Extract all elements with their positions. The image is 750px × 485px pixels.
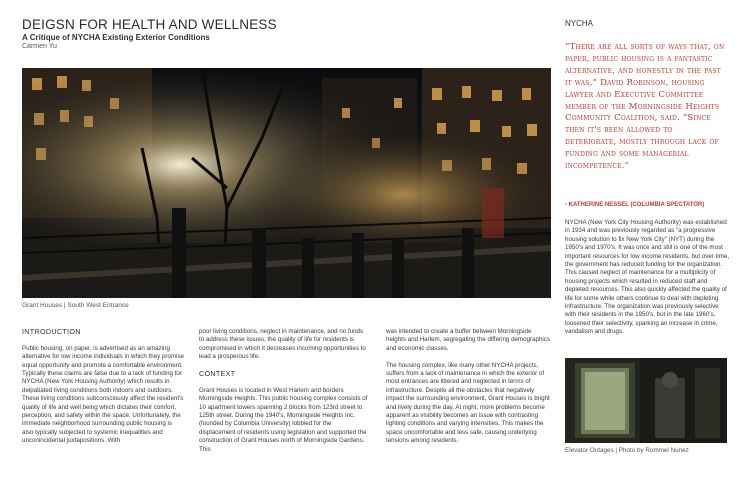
grant-houses-night-photo — [22, 68, 551, 298]
author-name: Carmen Yu — [22, 43, 57, 50]
side-photo-caption: Elevator Outages | Photo by Rommel Nunez — [565, 447, 689, 454]
context-column — [199, 328, 369, 462]
main-photo-caption: Grant Houses | South West Entrance — [22, 302, 129, 309]
context-paragraph-cont: was intended to create a buffer between Morningside heights and Harlem, segregating the differing demographics and economic classes. — [386, 328, 550, 352]
nycha-column — [565, 219, 730, 345]
introduction-heading: INTRODUCTION — [22, 327, 81, 336]
context-column-cont — [386, 328, 551, 454]
introduction-paragraph: Public housing, on paper, is advertised as an amazing alternative for low income individuals in which they promise equal opportunity and promote a comfortable environment. Typically these claims are false due to a lack of funding for NYCHA (New York Housing Authority) which results in delpatiated living conditions both indoors and outdoors. These living conditions subconsciously affect the resident's quality of life and well being which dictates their comfort, perception, and safety within the space. Unfortunately, the immediate neighborhood surrounding public housing is also typically subjected to systemic inequalities and unconincidental juxtapositions. With — [22, 344, 184, 445]
context-paragraph-2: The housing complex, like many other NYCHA projects, suffers from a lack of maintenance in which the exterior of most entrances are littered and neglected in terms of infrastructure. Despite all the obstacles that negatively impact the surrounding environment, Grant Houses is bright and lively during the day. At night, more problems become apparent as visibility becomes an issue with contrasting lighting conditions and varying intensities. This makes the space uncomfortable and less safe, causing underlying tensions among residents. — [386, 361, 550, 445]
context-paragraph: Grant Houses is located in West Harlem and borders Morningside Heights. This public housing complex consists of 10 apartment towers spanning 2 blocks from 123rd street to 125th street. During the 1940's, Morningside Heights Inc. (founded by Columbia University) lobbied for the displacement of residents using legislation and supported the construction of Grant Houses north of Morningside Gardens. This — [199, 386, 368, 453]
pull-quote: “There are all sorts of ways that, on paper, public housing is a fantastic alternative, and honestly in the past it was,” David Robinson, housing lawyer and Executive Committee member of the Morningside Heights Community Coalition, said. “Since then it's been allowed to deteriorate, mostly through lack of funding and some managerial incompetence.” — [565, 42, 725, 172]
quote-source: - KATHERINE NESSEL (COLUMBIA SPECTATOR) — [565, 202, 705, 208]
introduction-paragraph-cont: poor living conditions, neglect in maintenance, and no funds to address these issues, the quality of life for residents is compromised in which it decreases incoming opportunities to lead a prosperous life. — [199, 328, 366, 361]
section-tag: NYCHA — [565, 19, 594, 28]
nycha-paragraph: NYCHA (New York City Housing Authority) was established in 1934 and was previously regarded as “a progressive housing solution to fix New York City” (NYT) during the 1950's and 1970's. It was once and still is one of the most important resources for low income residents, but over time, the government has reduced funding for the organization. This caused neglect of maintenance for a multiplicity of housing projects which resulted in reduced staff and depleted resources. This also quickly affected the quality of life for some while others continue to deal with depleting infrastructure. The organization was previously selective with their residents in the 1950's, but in the late 1960's, loosened their selectivity, sparking an increase in crime, vandalism and drugs. — [565, 219, 730, 336]
page-title: DEIGSN FOR HEALTH AND WELLNESS — [22, 17, 277, 32]
introduction-column — [22, 328, 185, 454]
page-subtitle: A Critique of NYCHA Existing Exterior Conditions — [22, 33, 210, 42]
context-heading: CONTEXT — [199, 369, 236, 379]
elevator-outage-photo — [565, 358, 727, 443]
